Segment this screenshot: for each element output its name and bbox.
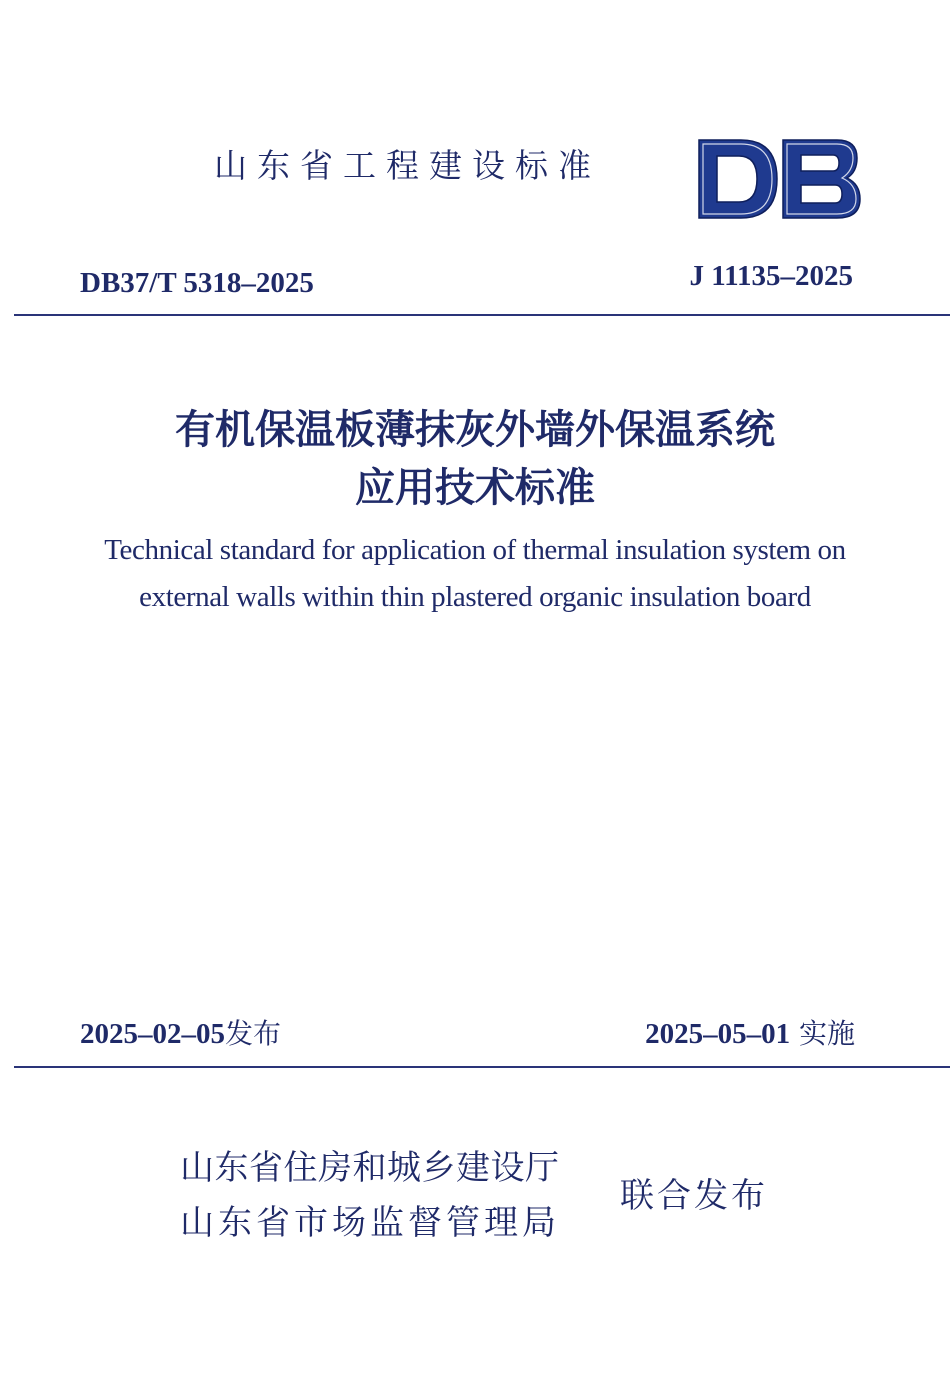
issue-date-value: 2025–02–05 [80,1018,225,1050]
issuer-housing-department: 山东省住房和城乡建设厅 [180,1148,560,1188]
top-divider [14,314,950,316]
bottom-divider [14,1066,950,1068]
english-title-line-1: Technical standard for application of thermal insulation system on [104,534,846,566]
chinese-title-line-2: 应用技术标准 [355,464,595,511]
joint-issue-label: 联合发布 [620,1176,768,1216]
db-logo-text: DB [697,138,699,139]
effective-date-label: 实施 [790,1017,855,1050]
filing-number: J 11135–2025 [689,260,853,292]
issue-date [80,1012,281,1052]
db-logo [697,138,862,220]
standard-category-heading: 山东省工程建设标准 [214,146,601,185]
standard-code: DB37/T 5318–2025 [80,267,314,299]
english-title-line-2: external walls within thin plastered organic insulation board [139,581,811,613]
chinese-title-line-1: 有机保温板薄抹灰外墙外保温系统 [175,406,775,453]
effective-date-value: 2025–05–01 [645,1018,791,1050]
issuer-market-regulation: 山东省市场监督管理局 [180,1203,560,1243]
effective-date [645,1012,855,1052]
issue-date-label: 发布 [225,1017,282,1050]
